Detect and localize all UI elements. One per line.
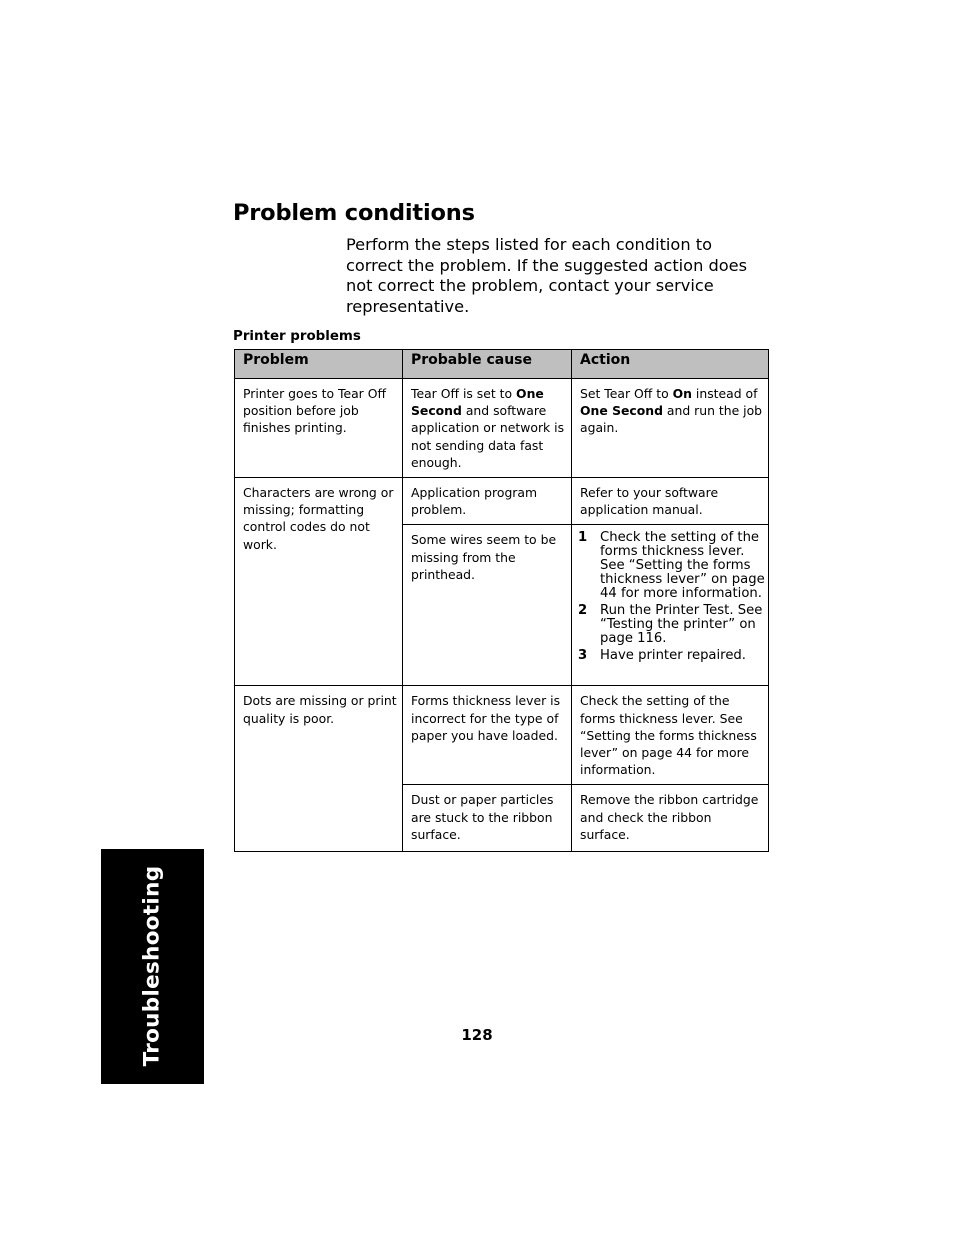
action-steps-list [572,531,766,663]
page-number: 128 [461,1026,493,1044]
table-caption: Printer problems [233,329,361,344]
action-cell: Remove the ribbon cartridge and check the ribbon surface. [572,785,769,852]
header-probable-cause: Probable cause [403,350,572,379]
side-tab-label: Troubleshooting [139,865,165,1067]
table-header-row [235,350,769,379]
cause-cell: Dust or paper particles are stuck to the ribbon surface. [403,785,572,852]
side-section-tab [101,849,204,1084]
cause-cell: Forms thickness lever is incorrect for the type of paper you have loaded. [403,686,572,785]
problem-cell: Characters are wrong or missing; formatting control codes do not work. [235,478,403,686]
list-item: 2 Run the Printer Test. See “Testing the printer” on page 116. [578,603,763,647]
intro-paragraph: Perform the steps listed for each condition to correct the problem. If the suggested action does not correct the problem, contact your service representative. [346,235,748,316]
printer-problems-table [234,349,769,852]
cause-cell: Tear Off is set to One Second and software application or network is not sending data fast enough. [403,379,572,478]
cause-cell: Some wires seem to be missing from the printhead. [403,525,572,686]
table-row [235,686,769,785]
list-item: 3 Have printer repaired. [578,648,746,664]
action-cell: Refer to your software application manual. [572,478,769,525]
action-cell [572,525,769,686]
action-cell: Set Tear Off to On instead of One Second and run the job again. [572,379,769,478]
table-row [235,478,769,525]
table-row [235,379,769,478]
header-action: Action [572,350,769,379]
list-item: 1 Check the setting of the forms thickness lever. See “Setting the forms thickness lever” on page 44 for more information. [578,530,765,602]
cause-cell: Application program problem. [403,478,572,525]
problem-cell: Dots are missing or print quality is poor. [235,686,403,852]
page-title: Problem conditions [233,200,475,226]
problem-cell: Printer goes to Tear Off position before job finishes printing. [235,379,403,478]
action-cell: Check the setting of the forms thickness lever. See “Setting the forms thickness lever” on page 44 for more information. [572,686,769,785]
header-problem: Problem [235,350,403,379]
